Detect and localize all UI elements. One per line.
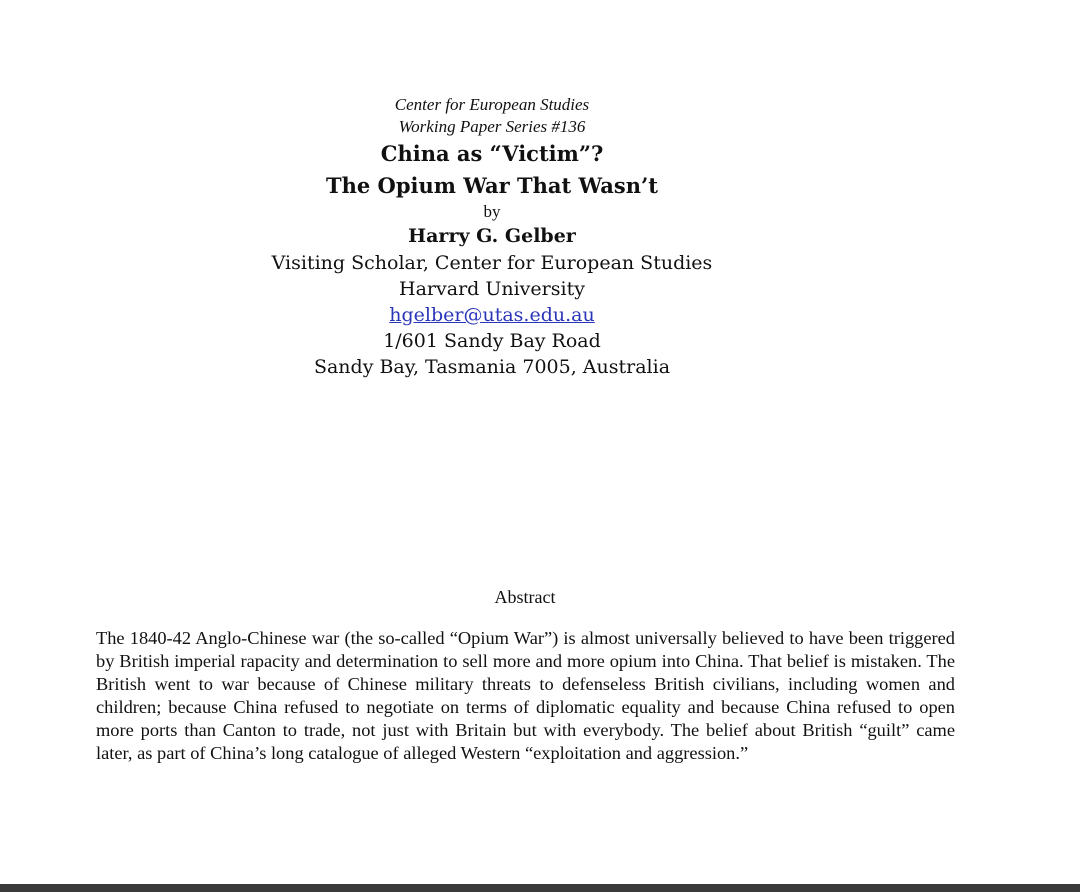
title-block [0,94,984,380]
by-label: by [483,202,501,221]
working-paper-series: Working Paper Series #136 [398,117,586,136]
author-affiliation: Visiting Scholar, Center for European Studies [271,252,713,274]
author-name: Harry G. Gelber [408,225,576,247]
abstract-body: The 1840-42 Anglo-Chinese war (the so-called “Opium War”) is almost universally believed to have been triggered by British imperial rapacity and determination to sell more and more opium into China. That belief is mistaken. The British went to war because of Chinese military threats to defenseless British civilians, including women and children; because China refused to negotiate on terms of diplomatic equality and because China refused to open more ports than Canton to trade, not just with Britain but with everybody. The belief about British “guilt” came later, as part of China’s long catalogue of alleged Western “exploitation and aggression.” [96,628,955,763]
viewer-bottom-bar [0,884,1080,892]
abstract-heading: Abstract [494,587,556,607]
center-name: Center for European Studies [394,95,590,114]
paper-title-line-2: The Opium War That Wasn’t [325,173,659,198]
university-name: Harvard University [399,278,585,300]
address-line-1: 1/601 Sandy Bay Road [383,330,601,352]
paper-title-line-1: China as “Victim”? [380,141,604,166]
email-link[interactable]: hgelber@utas.edu.au [389,304,595,326]
address-line-2: Sandy Bay, Tasmania 7005, Australia [313,356,671,378]
